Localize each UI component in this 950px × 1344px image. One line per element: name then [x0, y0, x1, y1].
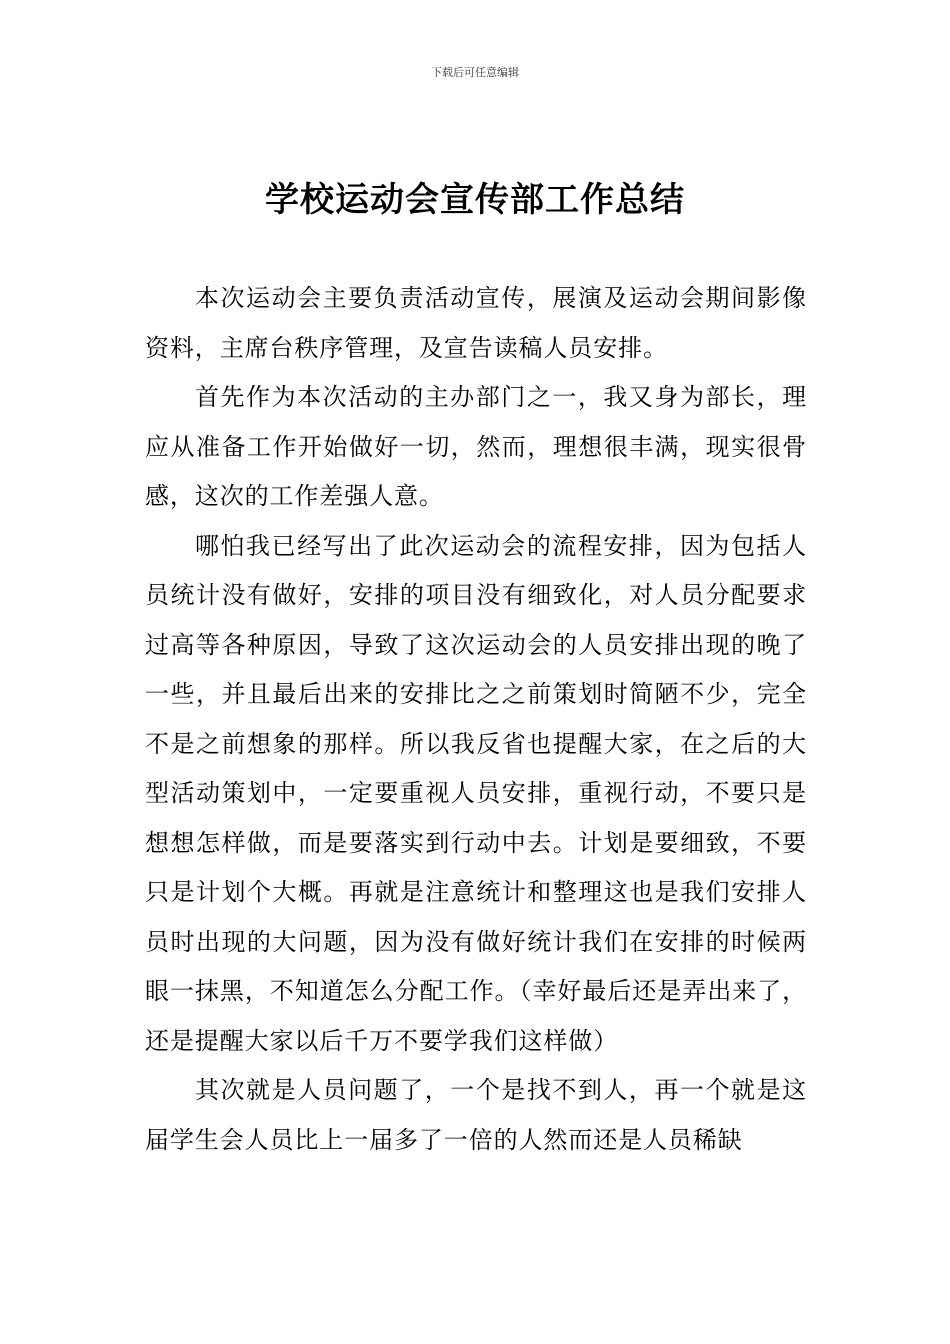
paragraph-3: 哪怕我已经写出了此次运动会的流程安排，因为包括人员统计没有做好，安排的项目没有细致化，对人员分配要求过高等各种原因，导致了这次运动会的人员安排出现的晚了一些，并且最后出来的安排比之之前策划时简陋不少，完全不是之前想象的那样。所以我反省也提醒大家，在之后的大型活动策划中，一定要重视人员安排，重视行动，不要只是想想怎样做，而是要落实到行动中去。计划是要细致，不要只是计划个大概。再就是注意统计和整理这也是我们安排人员时出现的大问题，因为没有做好统计我们在安排的时候两眼一抹黑，不知道怎么分配工作。（幸好最后还是弄出来了，还是提醒大家以后千万不要学我们这样做）	[145, 531, 807, 1055]
document-title: 学校运动会宣传部工作总结	[265, 180, 685, 220]
paragraph-2: 首先作为本次活动的主办部门之一，我又身为部长，理应从准备工作开始做好一切，然而，理想很丰满，现实很骨感，这次的工作差强人意。	[145, 383, 807, 510]
paragraph-4: 其次就是人员问题了，一个是找不到人，再一个就是这届学生会人员比上一届多了一倍的人然而还是人员稀缺	[145, 1076, 807, 1154]
header-note: 下载后可任意编辑	[431, 66, 519, 79]
paragraph-1: 本次运动会主要负责活动宣传，展演及运动会期间影像资料，主席台秩序管理，及宣告读稿人员安排。	[145, 284, 807, 362]
document-body	[145, 274, 807, 1165]
